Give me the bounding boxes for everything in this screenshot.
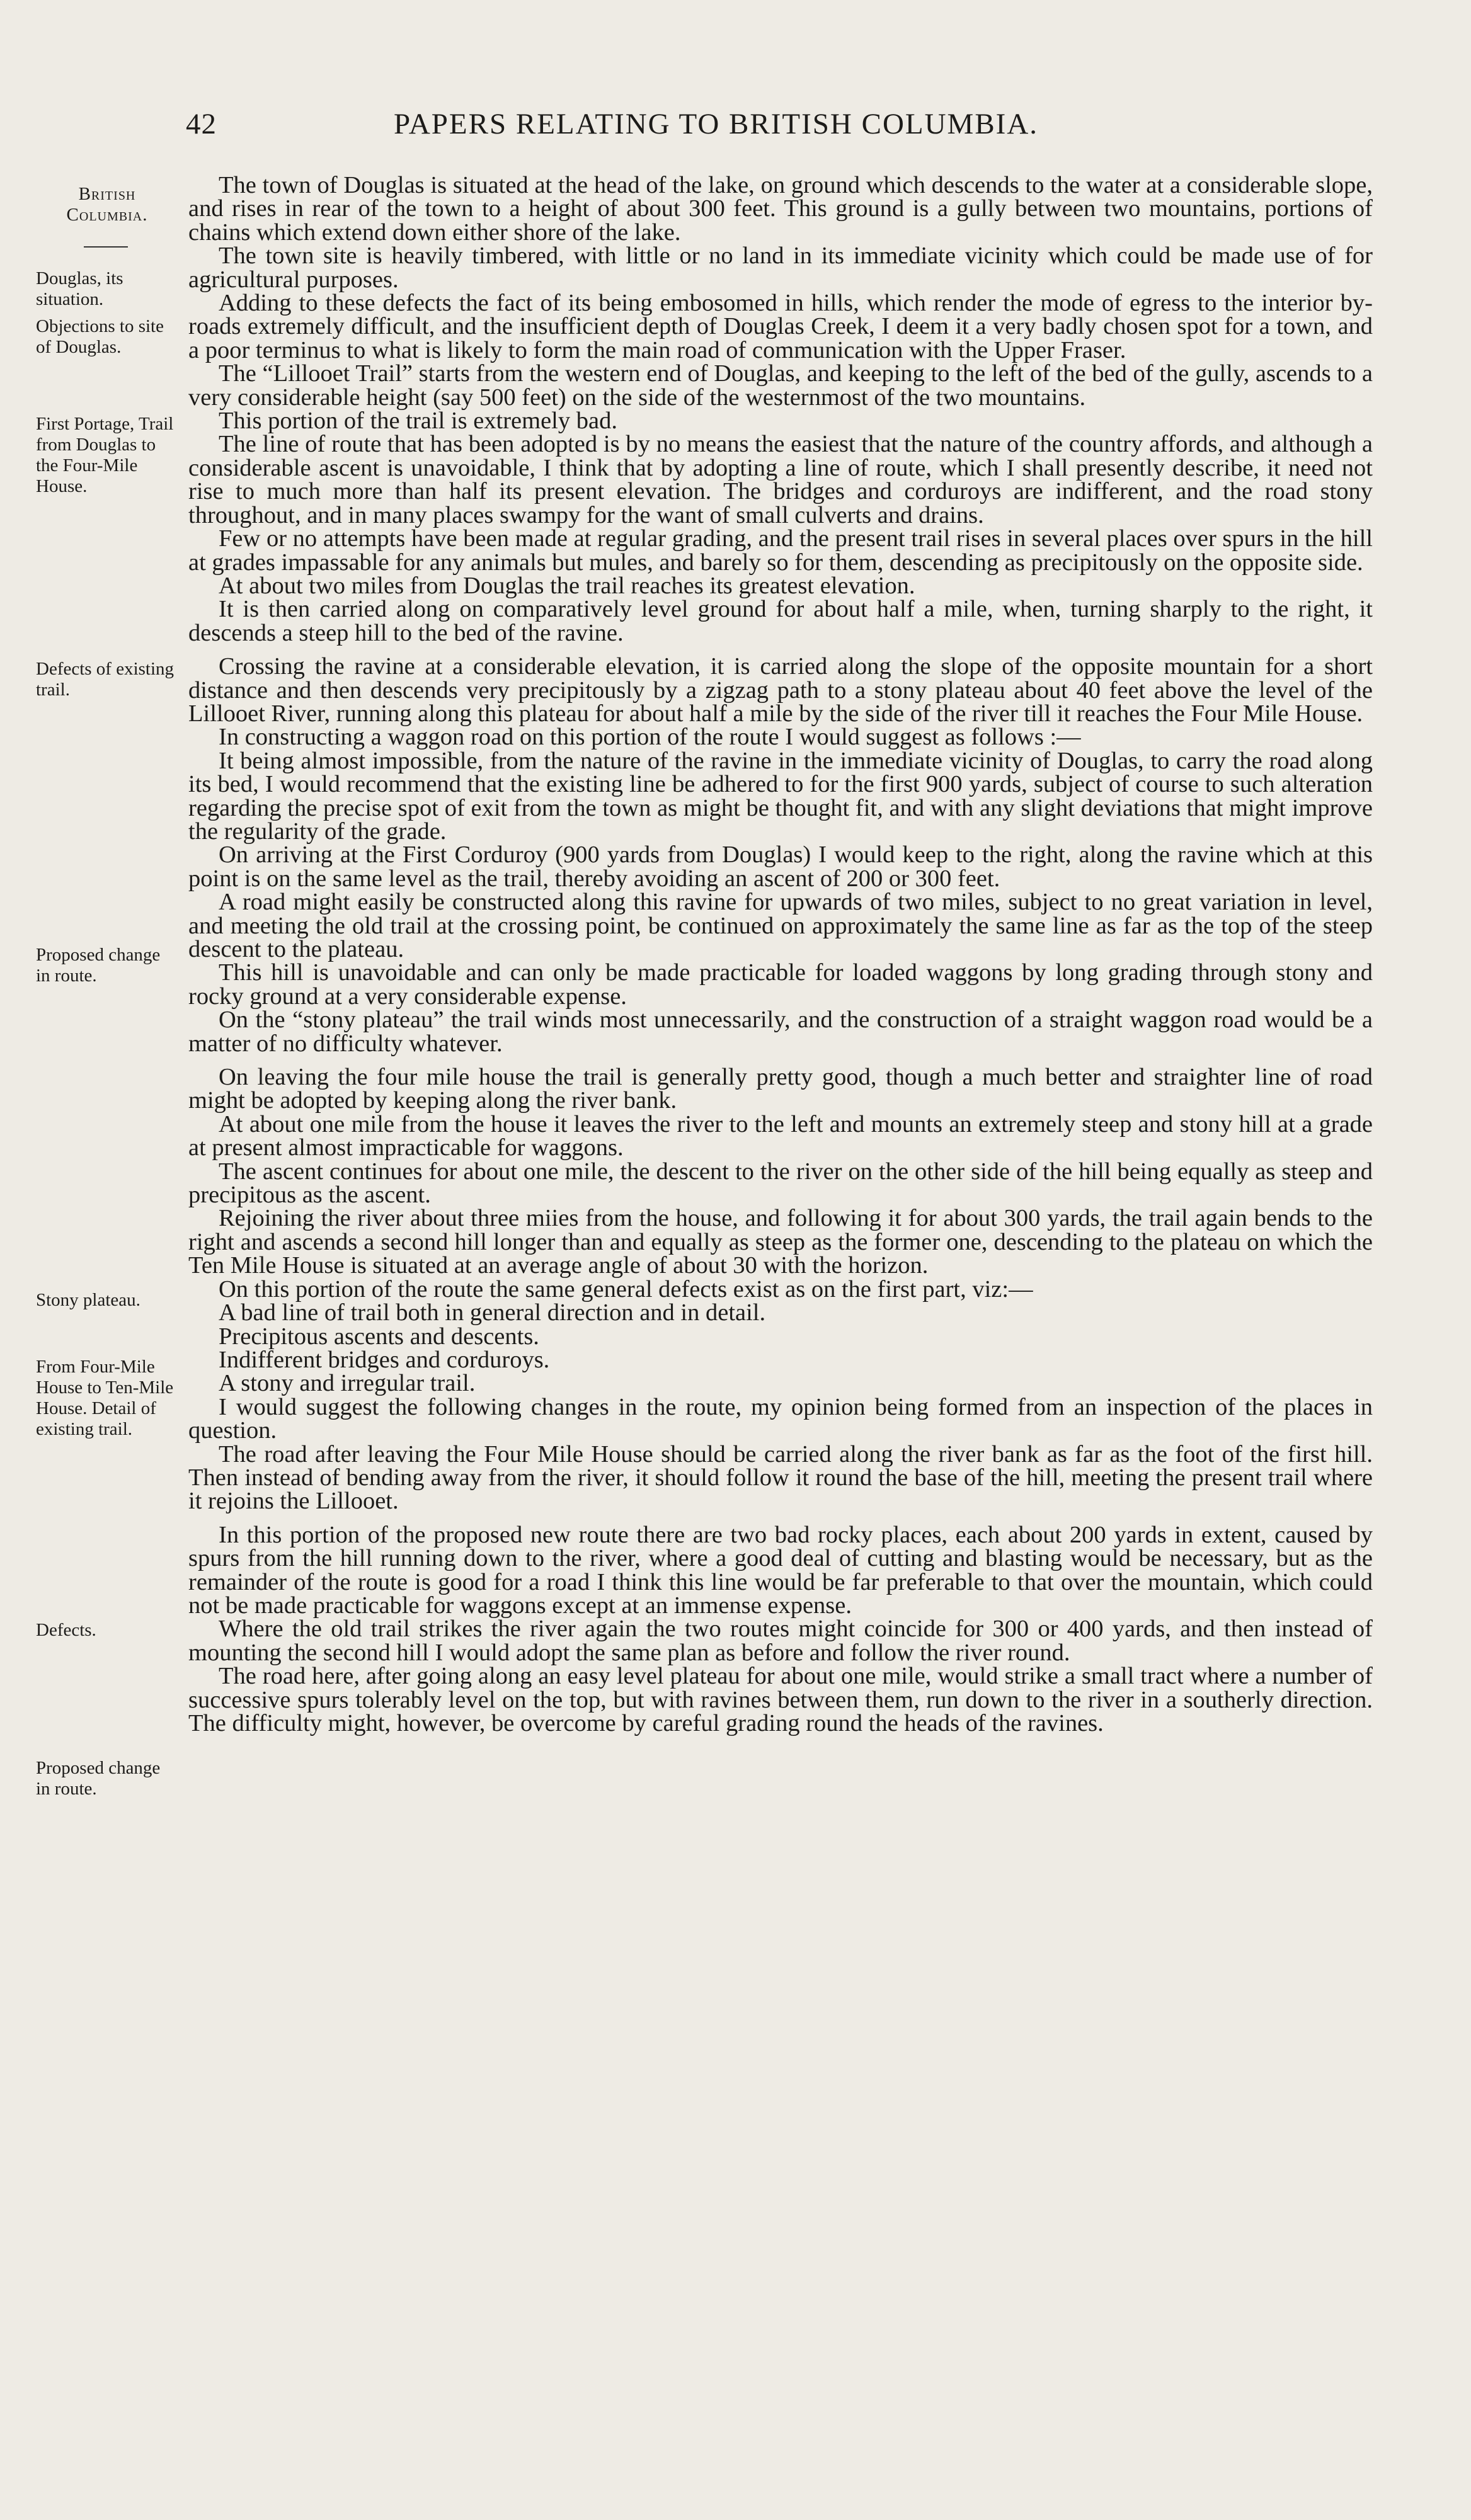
paragraph: Rejoining the river about three miies from the house, and following it for about 300 yards, the trail again bends to the right and ascends a second hill longer than and equally as steep as the former one, descending to the plateau on which the Ten Mile House is situated at an average angle of about 30 with the horizon. [188,1205,1373,1279]
paragraph: On leaving the four mile house the trail is generally pretty good, though a much better and straighter line of road might be adopted by keeping along the river bank. [188,1064,1373,1114]
paragraph: This portion of the trail is extremely bad. [219,408,617,435]
paragraph: The town of Douglas is situated at the head of the lake, on ground which descends to the water at a considerable slope, and rises in rear of the town to a height of about 300 feet. This ground is a gully between two mountains, portions of chains which extend down either shore of the lake. [188,172,1373,246]
list-item: A stony and irregular trail. [219,1370,476,1397]
paragraph: A road might easily be constructed along this ravine for upwards of two miles, subject to no great variation in level, and meeting the old trail at the crossing point, be continued on approximately the same line as far as the top of the steep descent to the plateau. [188,889,1373,962]
paragraph: On this portion of the route the same general defects exist as on the first part, viz:— [219,1275,1033,1303]
paragraph: The road after leaving the Four Mile House should be carried along the river bank as far as the foot of the first hill. Then instead of bending away from the river, it should follow it round the base of the hill, meeting the present trail where it rejoins the Lillooet. [188,1440,1373,1515]
paragraph: Crossing the ravine at a considerable elevation, it is carried along the slope of the opposite mountain for a short distance and then descends very precipitously by a zigzag path to a stony plateau about 40 feet above the level of the Lillooet River, running along this plateau for about half a mile by the side of the river till it reaches the Four Mile House. [188,653,1373,727]
paragraph: In constructing a waggon road on this portion of the route I would suggest as follows :— [219,724,1081,751]
paragraph: The ascent continues for about one mile, the descent to the river on the other side of the hill being equally as steep and precipitous as the ascent. [188,1158,1373,1209]
margin-note-first-portage: First Portage, Trail from Douglas to the Four-Mile House. [36,414,174,496]
paragraph: The line of route that has been adopted is by no means the easiest that the nature of the country affords, and although a considerable ascent is unavoidable, I think that by adopting a line of route, which I shall presently describe, it need not rise to much more than half its present elevation. The bridges and corduroys are indifferent, and the road stony throughout, and in many places swampy for the want of small culverts and drains. [188,431,1373,528]
paragraph: At about one mile from the house it leaves the river to the left and mounts an extremely steep and stony hill at a grade at present almost impracticable for waggons. [188,1110,1373,1161]
margin-divider [84,246,128,248]
page-number: 42 [186,108,217,140]
body-text [188,174,1373,1735]
margin-note-defects: Defects. [36,1620,96,1640]
margin-note-four-to-ten-mile: From Four-Mile House to Ten-Mile House. Detail of existing trail. [36,1357,174,1439]
paragraph: On arriving at the First Corduroy (900 yards from Douglas) I would keep to the right, along the ravine which at this point is on the same level as the trail, thereby avoiding an ascent of 200 or 300 feet. [188,841,1373,892]
paragraph: At about two miles from Douglas the trail reaches its greatest elevation. [219,572,915,599]
margin-note-douglas-situation: Douglas, its situation. [36,268,123,309]
margin-note-colony: British Columbia. [66,184,148,225]
paragraph: The “Lillooet Trail” starts from the western end of Douglas, and keeping to the left of the bed of the gully, ascends to a very considerable height (say 500 feet) on the side of the westernmost of the two mountains. [188,360,1373,411]
paragraph: The road here, after going along an easy level plateau for about one mile, would strike a small tract where a number of successive spurs tolerably level on the top, but with ravines between them, run down to the river in a southerly direction. The difficulty might, however, be overcome by careful grading round the heads of the ravines. [188,1663,1373,1736]
paragraph: This hill is unavoidable and can only be made practicable for loaded waggons by long grading through stony and rocky ground at a very considerable expense. [188,959,1373,1010]
paragraph: It is then carried along on comparatively level ground for about half a mile, when, turning sharply to the right, it descends a steep hill to the bed of the ravine. [188,596,1373,646]
margin-note-stony-plateau: Stony plateau. [36,1290,140,1310]
running-title: PAPERS RELATING TO BRITISH COLUMBIA. [394,108,1039,140]
paragraph: The town site is heavily timbered, with little or no land in its immediate vicinity which could be made use of for agricultural purposes. [188,242,1373,293]
paragraph: On the “stony plateau” the trail winds most unnecessarily, and the construction of a straight waggon road would be a matter of no difficulty whatever. [188,1006,1373,1057]
list-item: A bad line of trail both in general direction and in detail. [219,1299,766,1326]
paragraph: Few or no attempts have been made at regular grading, and the present trail rises in several places over spurs in the hill at grades impassable for any animals but mules, and barely so for them, descending as precipitously on the opposite side. [188,525,1373,576]
paragraph: It being almost impossible, from the nature of the ravine in the immediate vicinity of Douglas, to carry the road along its bed, I would recommend that the existing line be adhered to for the first 900 yards, subject of course to such alteration regarding the precise spot of exit from the town as might be thought fit, and with any slight deviations that might improve the regularity of the grade. [188,747,1373,845]
list-item: Precipitous ascents and descents. [219,1323,539,1350]
paragraph: I would suggest the following changes in the route, my opinion being formed from an inspection of the places in question. [188,1393,1373,1444]
margin-note-objections-site: Objections to site of Douglas. [36,316,164,357]
paragraph: In this portion of the proposed new route there are two bad rocky places, each about 200 yards in extent, caused by spurs from the hill running down to the river, where a good deal of cutting and blasting would be necessary, but as the remainder of the route is good for a road I think this line would be far preferable to that over the mountain, which could not be made practicable for waggons except at an immense expense. [188,1521,1373,1619]
page-header [186,107,1373,157]
list-item: Indifferent bridges and corduroys. [219,1346,550,1373]
margin-note-defects-existing-trail: Defects of existing trail. [36,659,175,700]
margin-note-proposed-change-2: Proposed change in route. [36,1758,161,1799]
paragraph: Where the old trail strikes the river again the two routes might coincide for 300 or 400 yards, and then instead of mounting the second hill I would adopt the same plan as before and follow the river round. [188,1616,1373,1666]
paragraph: Adding to these defects the fact of its being embosomed in hills, which render the mode of egress to the interior by-roads extremely difficult, and the insufficient depth of Douglas Creek, I deem it a very badly chosen spot for a town, and a poor terminus to what is likely to form the main road of communication with the Upper Fraser. [188,290,1373,363]
margin-note-proposed-change-1: Proposed change in route. [36,945,161,986]
